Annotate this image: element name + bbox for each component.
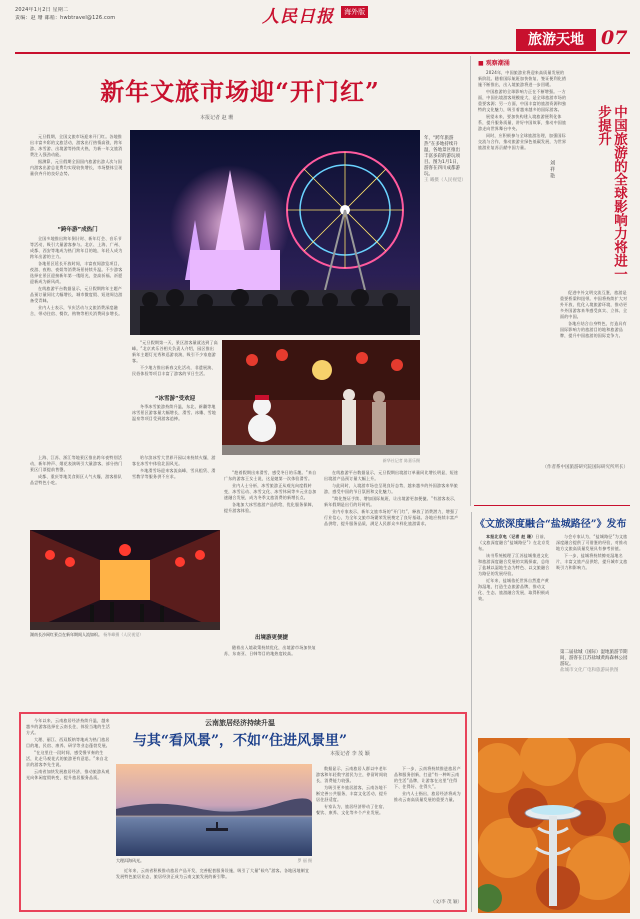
date-line: 2024年1月2日 星期二: [15, 7, 69, 13]
sidebar-title-text: 中国旅游的全球影响力将进一步提升: [595, 105, 627, 281]
second-photo: [222, 340, 420, 455]
sidebar-kicker: ■ 观察潮涌: [478, 60, 510, 67]
forest-tower-illustration: [478, 738, 630, 913]
section-title-box: [516, 29, 596, 51]
newspaper-logo: [262, 2, 402, 26]
book-headline: 《文旅深度融合“盐城路径”》发布: [475, 519, 627, 530]
main-photo: [130, 130, 420, 335]
feature-author-line: （文/李 茂 颖）: [430, 900, 462, 905]
sidebar-author-text: 刘 祥 艳: [549, 160, 555, 179]
feature-byline: 本报记者 李 茂 颖: [330, 751, 370, 757]
erhai-lake-sunset-illustration: [116, 764, 312, 856]
main-body-col-1b: 全国多地推出跨年倒计时、新年灯会、音乐节等活动，吸引大量游客参与。北京、上海、广州、成都、西安等地成为热门跨年目的地，年轻人成为跨年出游的主力。 各地景区延长开放时间，丰富夜间游览项目，夜游、夜购、夜娱等消费场景持续升温。不少游客选择在景区迎接新年第一缕阳光，登高祈福、祈愿迎新成为新风尚。 在线旅游平台数据显示，元旦假期跨年主题产品预订量同比大幅增长，城市微度假、短途周边游备受青睐。 业内人士表示，节庆活动与文旅消费深度融合，带动住宿、餐饮、购物等相关消费同步增长。: [30, 236, 123, 316]
main-body-col-3b: 随着出入境政策持续优化，出境游市场加快复苏，东南亚、日韩等目的地热度较高。: [224, 645, 316, 656]
side-caption-text: 年，“跨年旅游热”在多地持续升温，各地景区推出丰富多彩的游玩项目。图为1月1日，游客在四川成都游玩。: [424, 136, 462, 177]
third-photo-caption: [30, 632, 220, 637]
second-photo-credit: 新华社记者 陈嘉乐摄: [382, 458, 420, 463]
sidebar-bottom-rule: [474, 505, 630, 506]
night-amusement-park-illustration: [130, 130, 420, 335]
feature-body-3: 数据显示，云南旅居人群以中老年游客和年轻数字游民为主，停留时间较长，消费能力较强。 为吸引更多旅居游客，云南各地不断完善公共服务，丰富文化活动，提升居住舒适度。 专家认为，旅居经济带动了住宿、餐饮、康养、文化等多个产业发展。: [316, 766, 388, 815]
side-caption-credit: 王 曦摄（人民视觉）: [424, 178, 466, 183]
book-photo-caption-text: 第二届盐城（国际）湿地旅游节期间，游客在江苏盐城黄海森林公园游玩。: [560, 650, 628, 667]
logo-text: 人民日报: [262, 7, 334, 27]
feature-photo: [116, 764, 312, 856]
book-body-1: 本报北京电（记者 赵 珊）日前，《文旅深度融合“盐城路径”》在北京发布。 该书系统梳理了江苏盐城推进文化和旅游深度融合发展的实践探索，总结了盐城以湿地生态为特色、以文旅融合为路径的发展经验。 近年来，盐城依托世界自然遗产黄海湿地，打造生态旅游品牌，推动文化、生态、旅游融合发展，取得积极成效。: [478, 534, 550, 601]
page-number: 07: [601, 27, 628, 49]
main-body-col-2b: 冬季冰雪旅游持续升温，东北、新疆等地冰雪景区游客量大幅增长，滑雪、冰雕、雪地温泉等项目受到游客追捧。: [132, 404, 216, 421]
feature-kicker: 云南旅居经济持续升温: [205, 719, 275, 727]
main-photo-side-caption: [424, 136, 464, 336]
third-photo-credit: 杨华峰摄（人民视觉）: [103, 632, 144, 637]
masthead-rule: [15, 52, 630, 54]
subhead-3: 出境游更便捷: [254, 635, 288, 641]
book-byline: 本报北京电（记者 赵 珊）: [486, 534, 536, 539]
book-photo-credit: 盐城市文化广电和旅游局供图: [560, 668, 619, 673]
subhead-2: “冰雪游”受欢迎: [154, 396, 196, 402]
main-body-col-1: 元旦假期，全国文旅市场迎来开门红。各地推出丰富多彩的文旅活动，游客出行热情高涨，跨年游、冰雪游、出境游等持续火热，为新一年文旅消费注入强劲动能。 据测算，元旦假期全国国内旅游出游人次与国内游客出游总花费均实现较快增长，市场整体呈现量价齐升的良好态势。: [30, 134, 123, 176]
main-byline: 本报记者 赵 珊: [200, 115, 234, 121]
main-headline: 新年文旅市场迎“开门红”: [100, 77, 380, 106]
third-photo-caption-text: 湖南长沙网红景点在新年期间人流如织。: [30, 632, 102, 637]
sidebar-body-1: 2024年，中国旅游业将迎来高质量发展的新阶段。随着国际航班加快恢复、签证便利化措施不断推出，出入境旅游将进一步回暖。 中国旅游的全球影响力正在不断增强。一方面，中国出境游客规模庞大，是全球旅游市场的重要客源；另一方面，中国丰富的旅游资源和独特的文化魅力，吸引着越来越多的国际游客。 展望未来，要加快构建入境旅游便利化体系，提升服务质量，讲好中国故事，推动中国旅游走向世界舞台中央。 同时，应积极参与全球旅游治理，加强国际交流与合作，推动旅游业绿色低碳发展，为世界旅游业复苏贡献中国力量。: [478, 70, 567, 150]
book-body-2: 与会专家认为，“盐城路径”为文旅深度融合提供了可借鉴的经验，对推动地方文旅高质量发展具有参考价值。 下一步，盐城将持续擦亮湿地名片，丰富文旅产品供给，提升城市文旅吸引力和影响力。: [556, 534, 628, 570]
feature-photo-caption: [116, 858, 312, 863]
feature-photo-caption-text: 大理洱海风光。: [116, 858, 144, 863]
editor-line: 责编：赵 珊 邮箱：hwbtravel@126.com: [15, 15, 116, 21]
lower-divider: [471, 512, 472, 912]
main-body-col-3: “趁着假期出来滑雪，感受冬日的乐趣。”来自广东的游客王女士说，这是她第一次体验滑雪。 业内人士分析，冰雪旅游正从观光向度假转变，冰雪运动、冰雪文化、冰雪休闲等多元业态加速融合发展，成为冬季文旅消费的新增长点。 各地加大冰雪旅游产品供给，优化服务保障，提升游客体验。: [224, 470, 317, 513]
winter-festival-illustration: [222, 340, 420, 455]
sidebar-body-2: 促进中外文明交流互鉴，旅游是重要桥梁和纽带。中国将持续扩大对外开放，优化入境旅游环境，推动更多外国游客来华感受真实、立体、全面的中国。 各地应结合自身特色，打造具有国际影响力的旅游目的地和旅游品牌，提升中国旅游的国际竞争力。: [560, 290, 628, 338]
main-body-col-1c: 上海、江苏、浙江等地景区推出跨年夜特别活动，新年钟声、烟花表演吸引大量游客，部分热门景区门票提前售罄。 成都、重庆等地美食街区人气火爆，游客排队品尝特色小吃。: [30, 455, 123, 485]
feature-body-4: 下一步，云南将持续推进旅居产品和服务创新，打造“有一种叫云南的生活”品牌，让游客在这里“住得下、住得好、住得久”。 业内人士指出，旅居经济将成为推动云南高质量发展的重要力量。: [394, 766, 461, 802]
sidebar-affiliation: （作者系中国旅游研究院国际研究所所长）: [542, 465, 628, 470]
feature-headline: 与其“看风景”，不如“住进风景里”: [132, 733, 348, 749]
lantern-street-illustration: [30, 530, 220, 630]
sidebar-divider: [470, 56, 471, 506]
logo-edition: 海外版: [341, 6, 368, 18]
second-photo-caption: [222, 458, 420, 463]
feature-photo-credit: 罗 丽 摄: [297, 858, 312, 863]
book-photo-caption: [560, 650, 630, 674]
feature-body-2: 近年来，云南省积极推动旅居产品开发，完善配套服务设施，吸引了大量“候鸟”游客。各地因地制宜发展特色旅居业态，旅居经济正成为云南文旅发展的新引擎。: [116, 868, 310, 879]
main-body-col-2c: 哈尔滨冰雪大世界开园以来持续火爆，游客在冰雪中体验北国风光。 多地滑雪场迎来客流高峰，雪具租赁、滑雪教学等服务供不应求。: [132, 455, 216, 479]
third-photo: [30, 530, 220, 630]
feature-body-1: 今年以来，云南旅居经济持续升温，越来越多的游客选择在云南长住，体验当地的生活方式。 大理、丽江、西双版纳等地成为热门旅居目的地，民宿、康养、研学等业态蓬勃发展。 “在这里住一段时间，感受慢节奏的生活，比走马观花式的旅游更有意思。”来自北京的游客李先生说。 云南省加快发展旅居经济，推动旅游从观光向休闲度假转变，提升旅居服务品质。: [26, 718, 110, 780]
subhead-1: “跨年游”成热门: [57, 227, 98, 233]
main-body-col-4: 在线旅游平台数据显示，元旦假期出境游订单量同比增长明显，短途出境游产品预订量大幅上升。 与此同时，入境游市场也呈现良好态势，越来越多的外国游客来华旅游，感受中国的节日氛围和文化魅力。 “简化签证手续、增加国际航班，让出境游更加便捷。”有游客表示，新年假期是出行的好时机。 业内专家表示，新年文旅市场的“开门红”，释放了消费潜力，增强了行业信心，为全年文旅市场繁荣发展奠定了良好基础。各地应持续丰富产品供给，提升服务品质，满足人民群众多样化旅游需求。: [324, 470, 459, 526]
main-body-col-2: “元旦假期第一天，景区游客量就达到了高峰。”北京欢乐谷相关负责人介绍，园区推出新年主题灯光秀和巡游表演，吸引不少家庭游客。 不少地方推出新春文化活动，非遗展演、民俗体验等项目丰富了游客的节日生活。: [132, 340, 218, 376]
section-title: 旅游天地: [528, 32, 584, 48]
sidebar-title: [571, 105, 627, 285]
book-photo: [478, 738, 630, 913]
